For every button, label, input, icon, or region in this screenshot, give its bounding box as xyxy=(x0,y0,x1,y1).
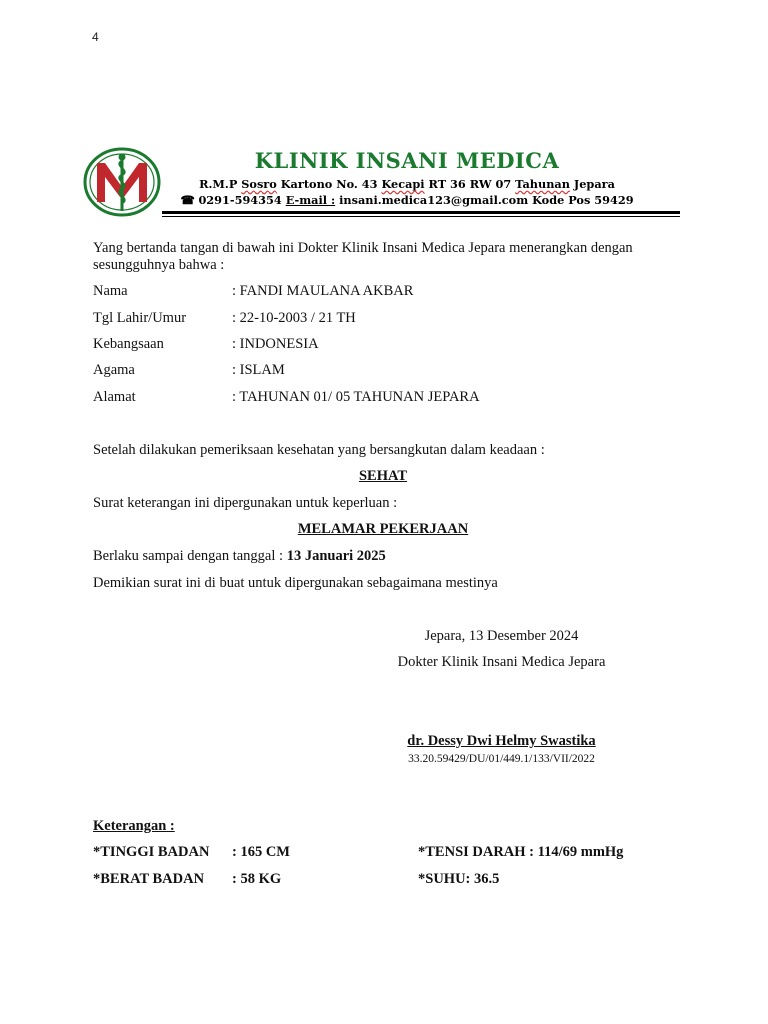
patient-row-address: Alamat : TAHUNAN 01/ 05 TAHUNAN JEPARA xyxy=(93,389,480,405)
closing-statement: Demikian surat ini di buat untuk dipergunakan sebagaimana mestinya xyxy=(93,575,498,591)
purpose-statement: Surat keterangan ini dipergunakan untuk keperluan : xyxy=(93,495,398,511)
place-date: Jepara, 13 Desember 2024 xyxy=(424,628,579,644)
notes-heading: Keterangan : xyxy=(93,818,175,834)
patient-row-name: Nama : FANDI MAULANA AKBAR xyxy=(93,283,414,299)
doctor-registration: 33.20.59429/DU/01/449.1/133/VII/2022 xyxy=(408,753,595,765)
validity-line: Berlaku sampai dengan tanggal : 13 Januari 2025 xyxy=(93,548,386,564)
medical-caduceus-logo xyxy=(83,147,161,217)
weight-row: *BERAT BADAN : 58 KG xyxy=(93,871,282,887)
height-row: *TINGGI BADAN : 165 CM xyxy=(93,844,290,860)
clinic-contact: ☎ 0291-594354 E-mail : insani.medica123@gmail.com Kode Pos 59429 xyxy=(180,193,634,207)
header-divider-thin xyxy=(162,216,680,217)
exam-statement: Setelah dilakukan pemeriksaan kesehatan yang bersangkutan dalam keadaan : xyxy=(93,442,545,458)
patient-row-nationality: Kebangsaan : INDONESIA xyxy=(93,336,319,352)
phone-icon: ☎ xyxy=(180,193,195,207)
blood-pressure: *TENSI DARAH : 114/69 mmHg xyxy=(418,844,624,860)
health-status: SEHAT xyxy=(358,468,408,484)
validity-date: 13 Januari 2025 xyxy=(286,548,386,564)
temperature: *SUHU: 36.5 xyxy=(418,871,500,887)
clinic-address: R.M.P Sosro Kartono No. 43 Kecapi RT 36 RW 07 Tahunan Jepara xyxy=(199,177,615,191)
purpose: MELAMAR PEKERJAAN xyxy=(297,521,469,537)
doctor-name: dr. Dessy Dwi Helmy Swastika xyxy=(407,733,596,749)
header-divider xyxy=(162,211,680,214)
signer-role: Dokter Klinik Insani Medica Jepara xyxy=(397,654,606,670)
page-number: 4 xyxy=(92,30,99,44)
patient-row-religion: Agama : ISLAM xyxy=(93,362,285,378)
clinic-name: KLINIK INSANI MEDICA xyxy=(254,148,560,173)
intro-paragraph: Yang bertanda tangan di bawah ini Dokter Klinik Insani Medica Jepara menerangkan dengan sesungguhnya bahwa : xyxy=(93,240,633,273)
patient-row-birth: Tgl Lahir/Umur : 22-10-2003 / 21 TH xyxy=(93,310,356,326)
